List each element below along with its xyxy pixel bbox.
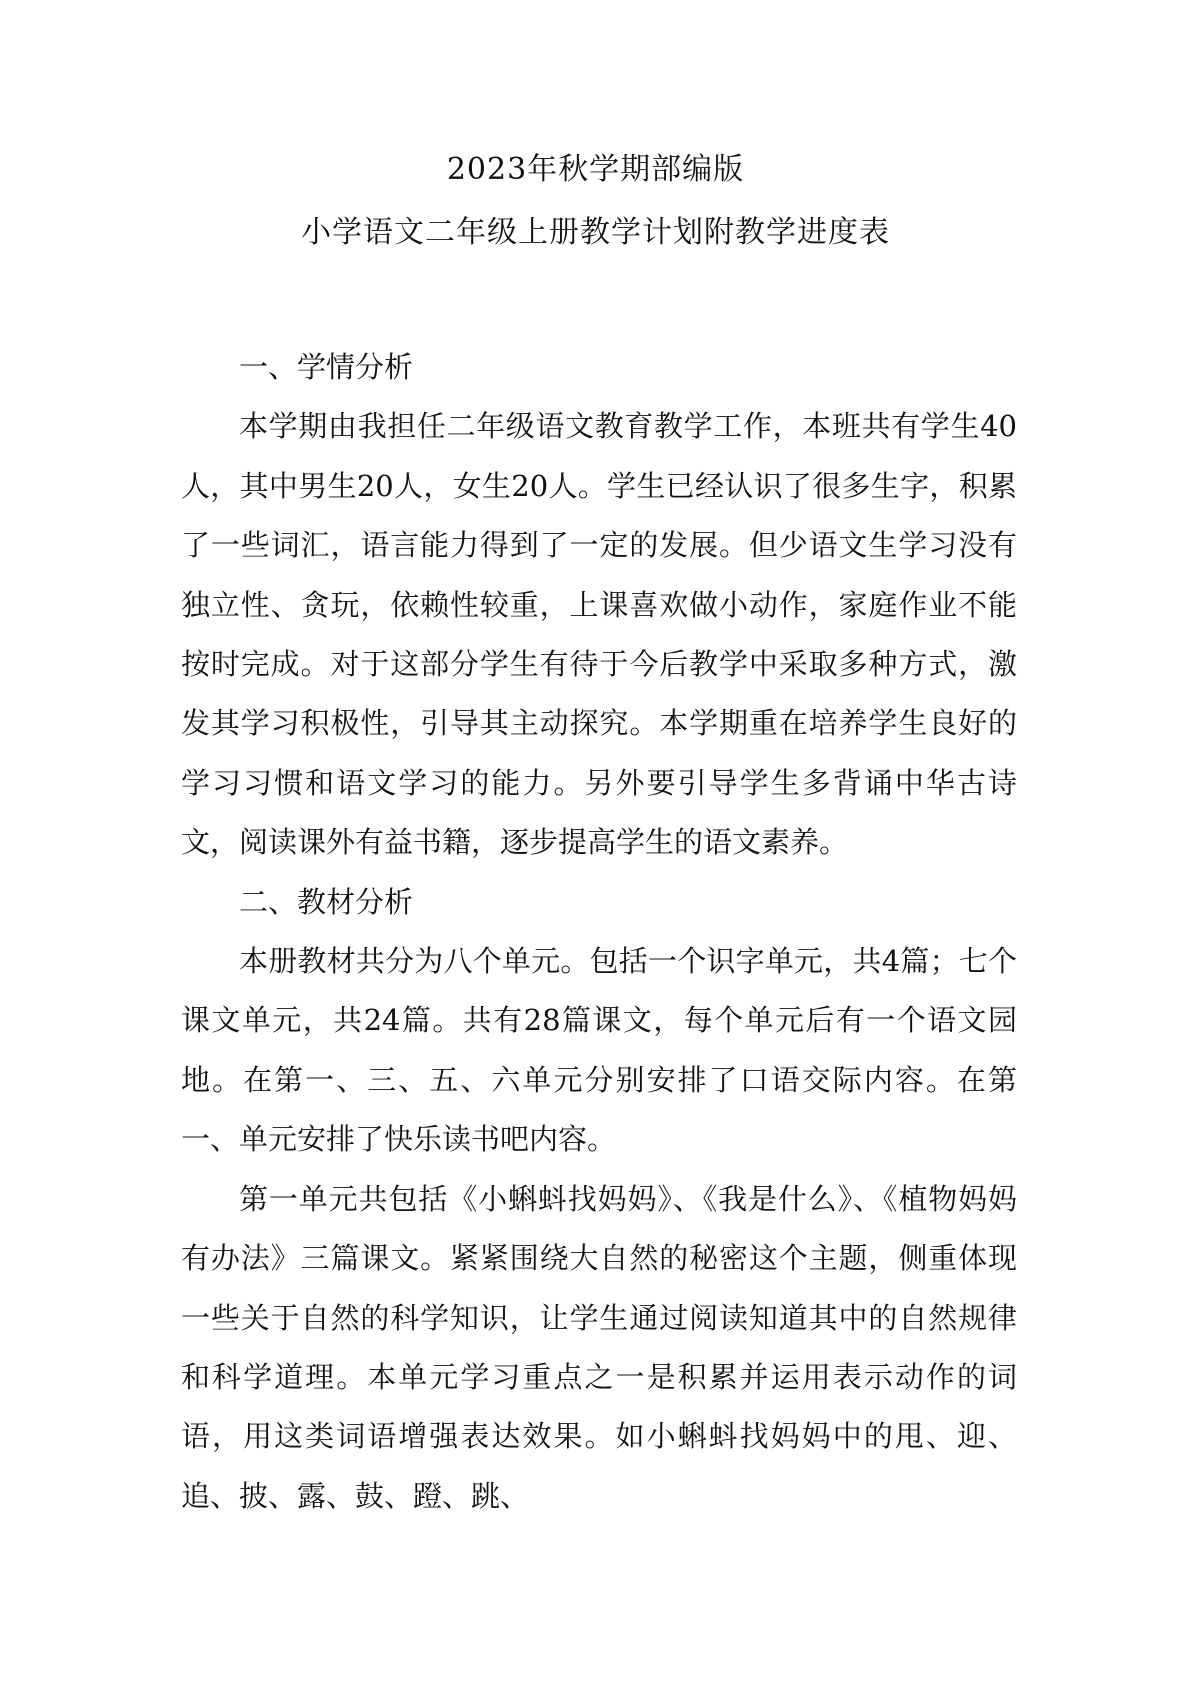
document-title-line-1: 2023年秋学期部编版 — [446, 152, 745, 187]
section-heading-student-analysis: 一、学情分析 — [239, 350, 414, 384]
paragraph-unit-one: 第一单元共包括《小蝌蚪找妈妈》、《我是什么》、《植物妈妈有办法》三篇课文。紧紧围绕大自然的秘密这个主题，侧重体现一些关于自然的科学知识，让学生通过阅读知道其中的自然规律和科学道理。本单元学习重点之一是积累并运用表示动作的词语，用这类词语增强表达效果。如小蝌蚪找妈妈中的甩、迎、追、披、露、鼓、蹬、跳、 — [181, 1181, 1017, 1513]
paragraph-textbook-overview: 本册教材共分为八个单元。包括一个识字单元，共4篇；七个课文单元，共24篇。共有28篇课文，每个单元后有一个语文园地。在第一、三、五、六单元分别安排了口语交际内容。在第一、单元安排了快乐读书吧内容。 — [181, 944, 1017, 1157]
document-body — [181, 338, 1017, 1526]
document-title-line-2: 小学语文二年级上册教学计划附教学进度表 — [301, 215, 890, 250]
section-heading-textbook-analysis: 二、教材分析 — [239, 884, 414, 919]
paragraph-student-analysis: 本学期由我担任二年级语文教育教学工作，本班共有学生40人，其中男生20人，女生20人。学生已经认识了很多生字，积累了一些词汇，语言能力得到了一定的发展。但少语文生学习没有独立性、贪玩，依赖性较重，上课喜欢做小动作，家庭作业不能按时完成。对于这部分学生有待于今后教学中采取多种方式，激发其学习积极性，引导其主动探究。本学期重在培养学生良好的学习习惯和语文学习的能力。另外要引导学生多背诵中华古诗文，阅读课外有益书籍，逐步提高学生的语文素养。 — [181, 409, 1017, 860]
